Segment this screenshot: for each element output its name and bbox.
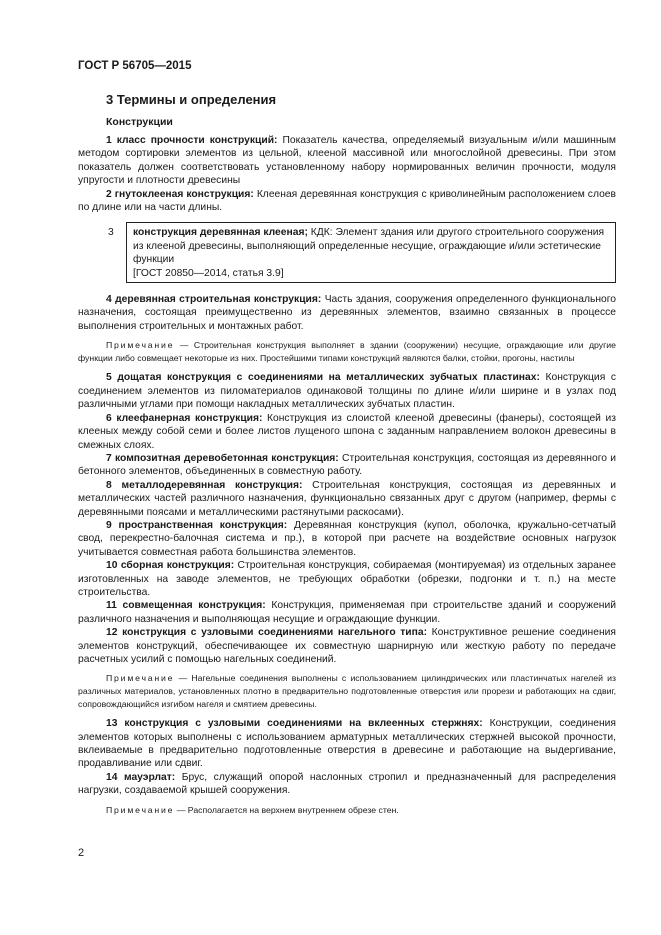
term-entry-14 [78,771,616,798]
term-entry-10 [78,559,616,599]
reference-source: [ГОСТ 20850—2014, статья 3.9] [133,267,284,279]
term-entry-1 [78,134,616,188]
term-definition: Строительная конструкция, состоящая из деревянных и металлических частей различного назначения, функционально связанных друг с другом (например, фермы с деревянными поясами и металлическими растянутыми раскосами). [78,479,616,518]
term-name: 4 деревянная строительная конструкция: [106,294,322,306]
note-2 [78,672,616,710]
term-entry-3 [78,222,616,283]
term-name: 10 сборная конструкция: [106,560,235,572]
term-name: 2 гнутоклееная конструкция: [106,188,254,200]
page-number: 2 [78,847,85,859]
note-label: Примечание [106,673,175,684]
term-definition: Брус, служащий опорой наслонных стропил и предназначенный для распределения нагрузки, создаваемой крышей сооружения. [78,771,616,797]
term-definition: Строительная конструкция, собираемая (монтируемая) из отдельных заранее изготовленных на заводе элементов, не требующих обработки (обрезки, подгонки и т. п.) на месте строительства. [78,560,617,598]
term-definition: Показатель качества, определяемый визуальным и/или машинным методом сортировки элементов из цельной, клееной массивной или многослойной древесины. При этом показатель должен соответствовать установленному набору нормированных величин прочности, модуля упругости и плотности древесины [78,135,616,187]
term-entry-9 [78,519,616,559]
term-entry-2 [78,188,616,215]
term-definition: Деревянная конструкция (купол, оболочка, кружально-сетчатый свод, перекрестно-балочная система и пр.), в которой при расчете на воздействие основных нагрузок учитывается совместная работа большинства элементов. [78,519,616,558]
term-entry-12 [78,626,616,666]
term-entry-11 [78,599,616,626]
note-text: — Строительная конструкция выполняет в здании (сооружении) несущие, ограждающие или другие функции либо совмещает некоторые из них. Простейшими типами конструкций являются балки, стойки, прогоны, настилы [78,340,616,363]
reference-box [126,222,616,283]
term-name: конструкция деревянная клееная; [133,227,308,239]
note-text: — Располагается на верхнем внутреннем обрезе стен. [174,804,399,815]
term-name: 14 мауэрлат: [106,771,176,783]
term-definition: Строительная конструкция, состоящая из деревянного и бетонного элементов, объединенных в совместную работу. [78,452,616,478]
term-name: 1 класс прочности конструкций: [106,135,278,146]
term-entry-8 [78,479,616,519]
document-header: ГОСТ Р 56705—2015 [78,60,192,72]
term-name: 13 конструкция с узловыми соединениями на вклеенных стержнях: [106,718,483,730]
term-name: 7 композитная деревобетонная конструкция: [106,452,339,464]
term-definition: Конструкция, применяемая при строительстве зданий и сооружений различного назначения и выполняющая несущие и ограждающие функции. [78,600,616,625]
term-definition: КДК: Элемент здания или другого строительного сооружения из клееной древесины, выполняющий определенные несущие, ограждающие и/или эстетические функции [133,227,605,266]
note-label: Примечание [106,804,175,815]
term-definition: Часть здания, сооружения определенного функционального назначения, состоящая преимущественно из деревянных элементов, взаимно связанных в процессе выполнения строительных и монтажных работ. [78,294,616,332]
term-definition: Конструктивное решение соединения элементов конструкций, обеспечивающее их совместную шарнирную или жесткую работу по передаче расчетных усилий с помощью нагельных соединений. [78,627,616,665]
subsection-title: Конструкции [106,116,173,128]
section-title: 3 Термины и определения [106,92,277,107]
term-name: 6 клеефанерная конструкция: [106,412,263,424]
term-name: 12 конструкция с узловыми соединениями нагельного типа: [106,627,428,639]
term-definition: Конструкция с соединением элементов из пиломатериалов одинаковой толщины по длине и/или ширине и в узлах под различными углами при помощи накладных металлических зубчатых пластин. [78,372,617,411]
term-definition: Клееная деревянная конструкция с криволинейным расположением слоев по длине или на части длины. [78,188,616,214]
term-entry-13 [78,717,616,771]
term-entry-6 [78,412,616,452]
term-definition: Конструкция из слоистой клееной древесины (фанеры), состоящей из клееных между собой семи и более листов лущеного шпона с заданным направлением волокон древесины в смежных слоях. [78,412,616,451]
note-label: Примечание [106,340,175,351]
term-entry-7 [78,452,616,479]
term-entry-5 [78,371,616,411]
term-name: 5 дощатая конструкция с соединениями на металлических зубчатых пластинах: [106,372,540,384]
term-name: 11 совмещенная конструкция: [106,600,266,612]
terms-list [78,134,616,823]
term-definition: Конструкции, соединения элементов которых выполнены с использованием арматурных металлических стержней высокой прочности, вклеиваемые в предварительно подготовленные отверстия в древесине и работающие на выдергивание, продавливание или сдвиг. [78,718,616,770]
note-3 [78,804,616,817]
term-entry-4 [78,293,616,333]
term-name: 9 пространственная конструкция: [106,519,288,531]
note-1 [78,339,616,364]
note-text: — Нагельные соединения выполнены с использованием цилиндрических или пластинчатых нагелей из различных материалов, установленных плотно в предварительно подготовленные отверстия или прорези и работающих на сдвиг, сопровождающийся изгибом нагеля и смятием древесины. [78,673,616,709]
term-name: 8 металлодеревянная конструкция: [106,479,303,491]
term-number: 3 [108,227,114,239]
